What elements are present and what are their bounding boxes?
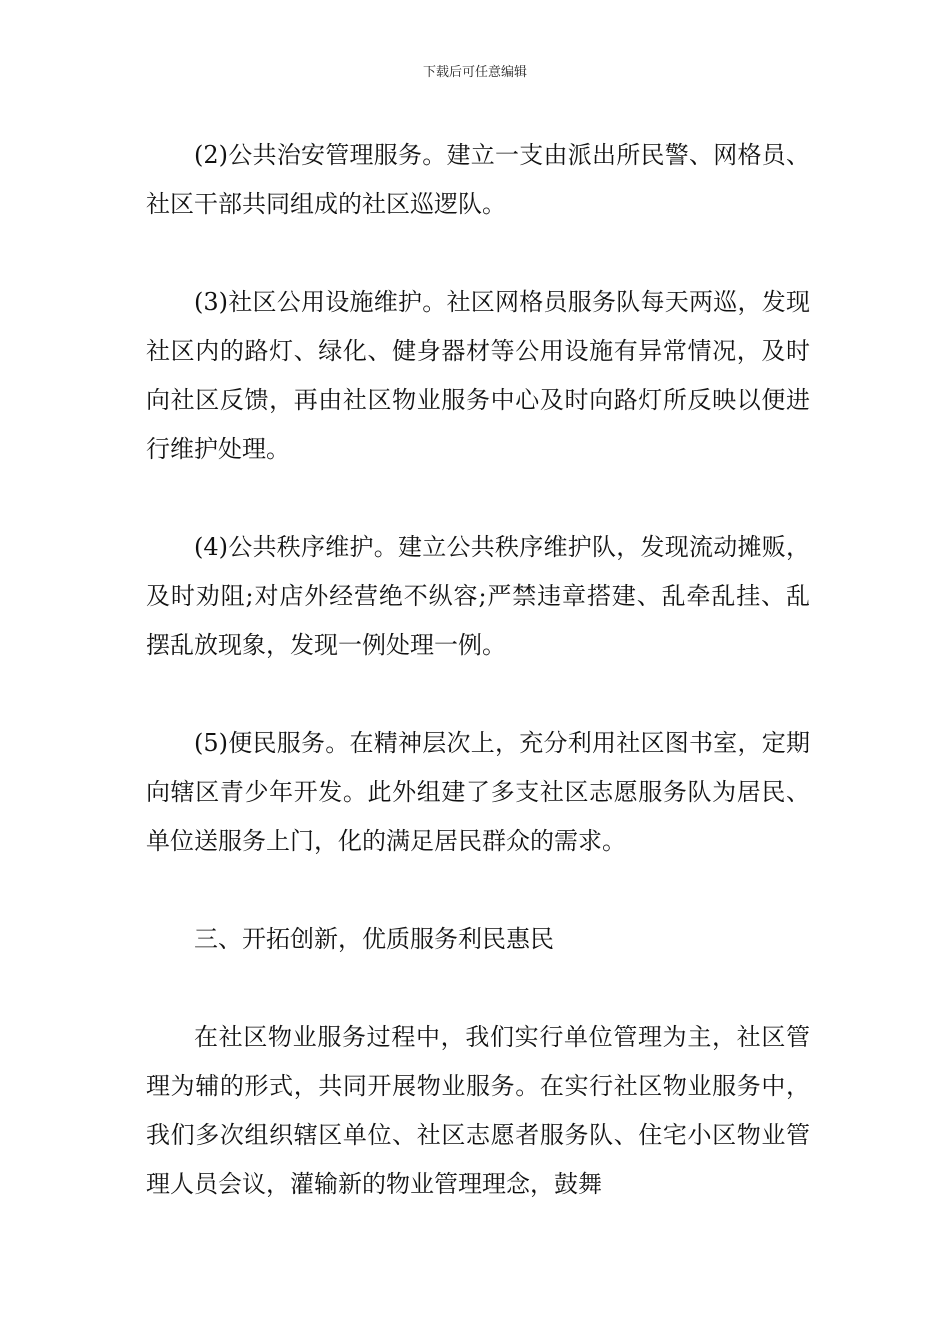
paragraph-public-order: (4)公共秩序维护。建立公共秩序维护队，发现流动摊贩，及时劝阻;对店外经营绝不纵容;严禁违章搭建、乱牵乱挂、乱摆乱放现象，发现一例处理一例。	[146, 533, 810, 659]
paragraph-facility-maintenance: (3)社区公用设施维护。社区网格员服务队每天两巡，发现社区内的路灯、绿化、健身器材等公用设施有异常情况，及时向社区反馈，再由社区物业服务中心及时向路灯所反映以便进行维护处理。	[146, 288, 810, 463]
page-header: 下载后可任意编辑	[422, 65, 527, 80]
section-heading-innovation: 三、开拓创新，优质服务利民惠民	[194, 925, 554, 953]
paragraph-public-security: (2)公共治安管理服务。建立一支由派出所民警、网格员、社区干部共同组成的社区巡逻队。	[146, 141, 810, 218]
document-body	[146, 131, 810, 1209]
paragraph-convenience-service: (5)便民服务。在精神层次上，充分利用社区图书室，定期向辖区青少年开发。此外组建了多支社区志愿服务队为居民、单位送服务上门，化的满足居民群众的需求。	[146, 729, 810, 855]
paragraph-property-service: 在社区物业服务过程中，我们实行单位管理为主，社区管理为辅的形式，共同开展物业服务。在实行社区物业服务中，我们多次组织辖区单位、社区志愿者服务队、住宅小区物业管理人员会议，灌输新的物业管理理念，鼓舞	[146, 1023, 810, 1198]
